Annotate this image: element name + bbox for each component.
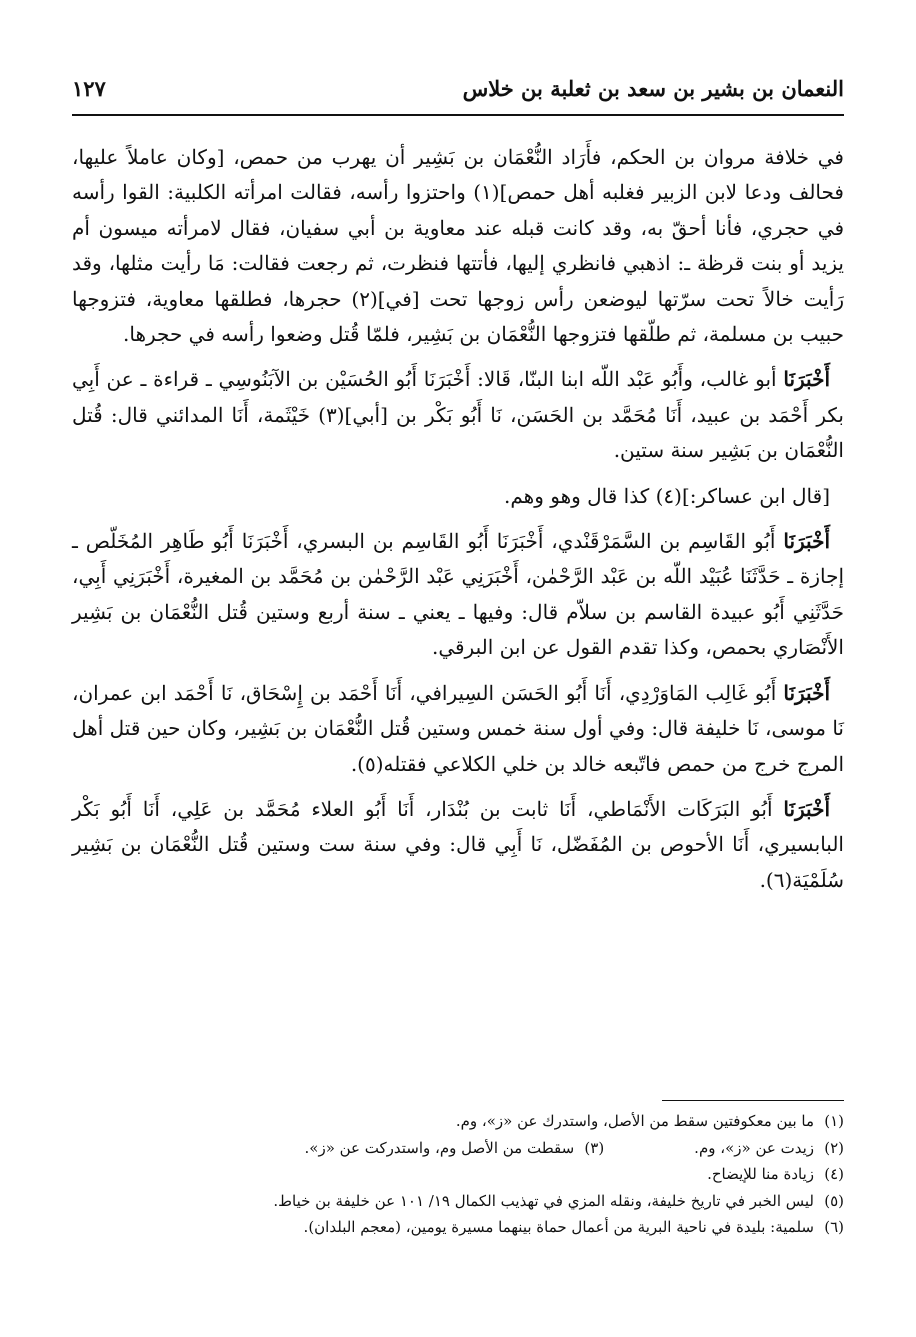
paragraph-5 xyxy=(72,676,844,782)
footnote-5 xyxy=(72,1188,844,1215)
paragraph-2-lead: أَخْبَرَنَا xyxy=(783,367,830,392)
paragraph-2 xyxy=(72,362,844,468)
paragraph-4 xyxy=(72,524,844,666)
footnote-number: (٥) xyxy=(824,1191,844,1210)
paragraph-1-text: في خلافة مروان بن الحكم، فأَرَاد النُّعْمَان بن بَشِير أن يهرب من حمص، [وكان عاملاً عليها، فحالف ودعا لابن الزبير فغلبه أهل حمص](١) واحتزوا رأسه، فقالت امرأته الكلبية: القوا رأسه في حجري، فأنا أحقّ به، وقد كانت قبله عند معاوية بن أبي سفيان، فقال لامرأته ميسون أم يزيد أو بنت قرظة ـ: اذهبي فانظري إليها، فأتتها فنظرت، ثم رجعت فقالت: مَا رأيت مثلها، وقد رَأيت خالاً تحت سرّتها ليوضعن رأس زوجها تحت [في](٢) حجرها، فطلقها معاوية، فتزوجها حبيب بن مسلمة، ثم طلّقها فتزوجها النُّعْمَان بن بَشِير، فلمّا قُتل وضعوا رأسه في حجرها. xyxy=(72,145,845,347)
footnote-number: (٣) xyxy=(584,1138,605,1157)
paragraph-6-lead: أَخْبَرَنَا xyxy=(783,796,831,821)
footnote-number: (٢) xyxy=(824,1138,844,1157)
footnote-number: (٦) xyxy=(824,1218,844,1236)
footnote-1 xyxy=(72,1108,844,1135)
footnote-4 xyxy=(72,1161,844,1188)
footnote-text: زيادة منا للإيضاح. xyxy=(707,1165,814,1183)
paragraph-6 xyxy=(72,792,844,898)
footnote-number: (٤) xyxy=(824,1165,844,1183)
paragraph-4-text: أَبُو القَاسِم بن السَّمَرْقَنْدي، أَخْبَرَنَا أَبُو القَاسِم بن البسري، أَخْبَرَنَا أَبُو طَاهِر المُخَلّص ـ إجازة ـ حَدَّثَنَا عُبَيْد اللّه بن عَبْد الرَّحْمٰن، أَخْبَرَنِي عَبْد الرَّحْمٰن بن مُحَمَّد بن المغيرة، أَخْبَرَنِي أَبِي، حَدَّثَنِي أَبُو عبيدة القاسم بن سلاّم قال: وفيها ـ يعني ـ سنة أربع وستين قُتل النُّعْمَان بن بَشِير الأَنْصَاري بحمص، وكذا تقدم القول عن ابن البرقي. xyxy=(72,529,844,660)
paragraph-2-text: أبو غالب، وأَبُو عَبْد اللّه ابنا البنّا، قَالا: أَخْبَرَنَا أَبُو الحُسَيْن بن الآبَنُوسِي ـ قراءة ـ عن أَبِي بكر أَحْمَد بن عبيد، أَنَا مُحَمَّد بن الحَسَن، نَا أَبُو بَكْر بن [أبي](٣) خَيْثَمة، أَنَا المدائني قال: قُتل النُّعْمَان بن بَشِير سنة ستين. xyxy=(72,367,844,463)
paragraph-3 xyxy=(72,479,844,514)
paragraph-3-text: [قال ابن عساكر:](٤) كذا قال وهو وهم. xyxy=(504,483,830,508)
paragraph-6-text: أَبُو البَرَكَات الأَنْمَاطي، أَنَا ثابت بن بُنْدَار، أَنَا أَبُو العلاء مُحَمَّد بن عَلِي، أَنَا أَبُو بَكْر البابسيري، أَنَا الأحوص بن المُفَضّل، نَا أَبِي قال: وفي سنة ست وستين قُتل النُّعْمَان بن بَشِير سُلَمْيَة(٦). xyxy=(72,796,844,892)
footnote-text: زيدت عن «ز»، وم. xyxy=(694,1138,814,1157)
footnote-text: ما بين معكوفتين سقط من الأصل، واستدرك عن «ز»، وم. xyxy=(455,1112,814,1130)
footnote-2 xyxy=(72,1135,844,1162)
paragraph-5-lead: أَخْبَرَنَا xyxy=(783,680,831,705)
running-title: النعمان بن بشير بن سعد بن ثعلبة بن خلاس xyxy=(462,76,844,101)
page-header xyxy=(72,74,844,116)
footnote-6 xyxy=(72,1214,844,1241)
footnote-text: سقطت من الأصل وم، واستدركت عن «ز». xyxy=(304,1138,575,1157)
footnote-text: ليس الخبر في تاريخ خليفة، ونقله المزي في تهذيب الكمال ١٩/ ١٠١ عن خليفة بن خياط. xyxy=(273,1191,814,1210)
page-number: ١٢٧ xyxy=(72,76,106,101)
footnote-number: (١) xyxy=(824,1112,844,1130)
main-text xyxy=(72,140,844,908)
footnote-text: سلمية: بليدة في ناحية البرية من أعمال حماة بينهما مسيرة يومين، (معجم البلدان). xyxy=(303,1218,814,1236)
paragraph-4-lead: أَخْبَرَنَا xyxy=(783,529,831,554)
footnotes xyxy=(72,1108,844,1241)
footnote-divider xyxy=(662,1100,844,1101)
paragraph-5-text: أَبُو غَالِب المَاوَرْدِي، أَنَا أَبُو الحَسَن السِيرافي، أَنَا أَحْمَد بن إِسْحَاق، نَا أَحْمَد ابن عمران، نَا موسى، نَا خليفة قال: وفي أول سنة خمس وستين قُتل النُّعْمَان بن بَشِير، وكان حين قتل أهل المرج خرج من حمص فاتّبعه خالد بن خلي الكلاعي فقتله(٥). xyxy=(72,680,844,776)
paragraph-1 xyxy=(72,140,844,352)
